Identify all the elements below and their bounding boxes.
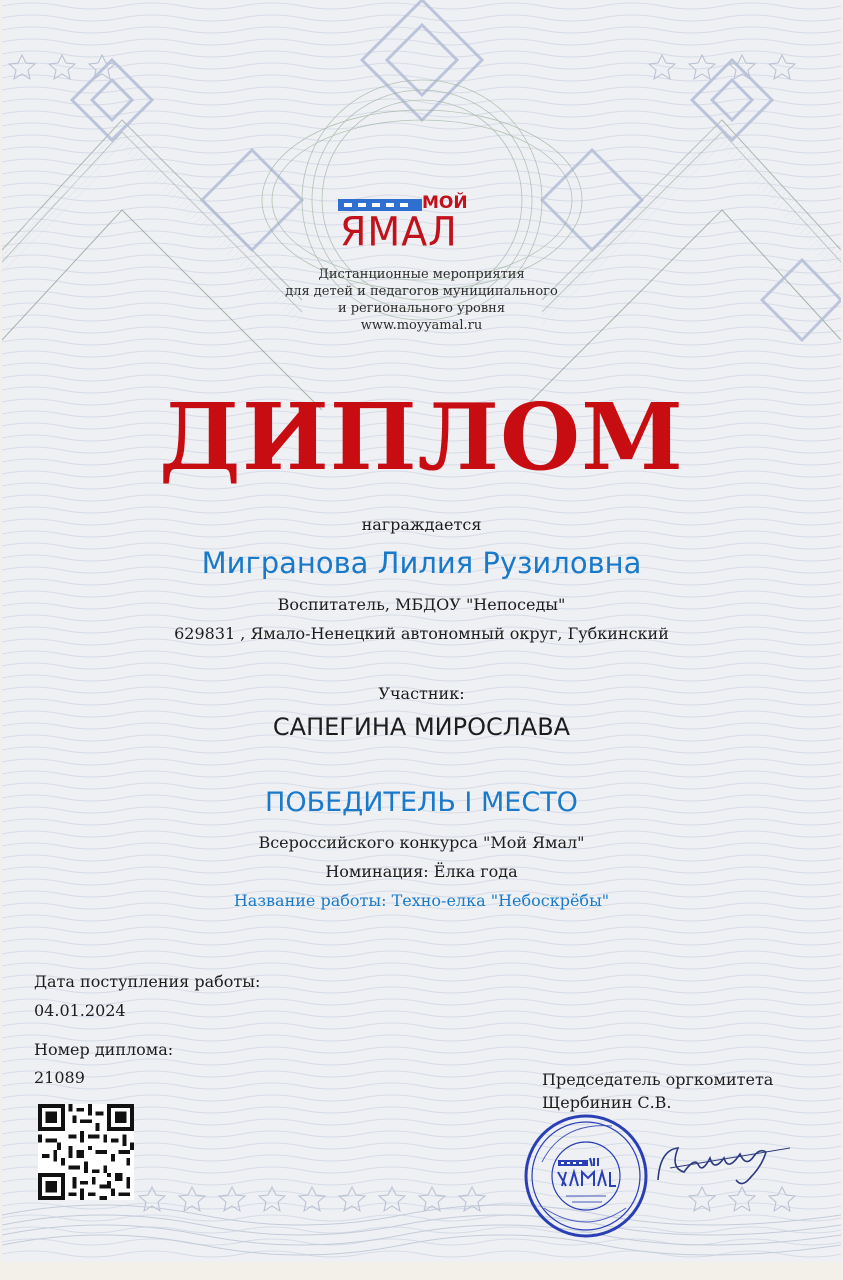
signatory-name: Щербинин С.В. <box>542 1093 672 1112</box>
organizer-website: www.moyyamal.ru <box>360 318 483 333</box>
logo-yamal-text: ЯМАЛ <box>340 208 458 256</box>
result-heading: ПОБЕДИТЕЛЬ I МЕСТО <box>265 787 578 818</box>
participant-label: Участник: <box>378 684 465 703</box>
awarded-label: награждается <box>361 515 482 534</box>
recipient-position: Воспитатель, МБДОУ "Непоседы" <box>277 595 566 614</box>
contest-name: Всероссийского конкурса "Мой Ямал" <box>258 833 585 852</box>
organizer-block <box>2 266 841 334</box>
handwritten-signature <box>650 1128 800 1198</box>
participant-name: САПЕГИНА МИРОСЛАВА <box>272 713 571 741</box>
nomination: Номинация: Ёлка года <box>325 862 518 881</box>
recipient-name: Мигранова Лилия Рузиловна <box>201 546 642 580</box>
organizer-line-2: для детей и педагогов муниципального <box>285 284 558 299</box>
logo-moy-text: МОЙ <box>422 193 468 213</box>
signatory-role: Председатель оргкомитета <box>542 1070 774 1089</box>
diploma-title: ДИПЛОМ <box>159 383 684 491</box>
date-value: 04.01.2024 <box>34 1001 126 1020</box>
qr-code-icon <box>38 1104 134 1200</box>
number-label: Номер диплома: <box>34 1040 174 1059</box>
number-value: 21089 <box>34 1068 85 1087</box>
organizer-line-1: Дистанционные мероприятия <box>318 267 525 282</box>
work-title: Название работы: Техно-елка "Небоскрёбы" <box>233 891 610 910</box>
organizer-line-3: и регионального уровня <box>337 301 506 316</box>
recipient-address: 629831 , Ямало-Ненецкий автономный округ, Губкинский <box>174 624 669 643</box>
diploma-sheet <box>2 0 841 1262</box>
official-stamp-seal <box>522 1112 650 1240</box>
date-label: Дата поступления работы: <box>34 972 261 991</box>
